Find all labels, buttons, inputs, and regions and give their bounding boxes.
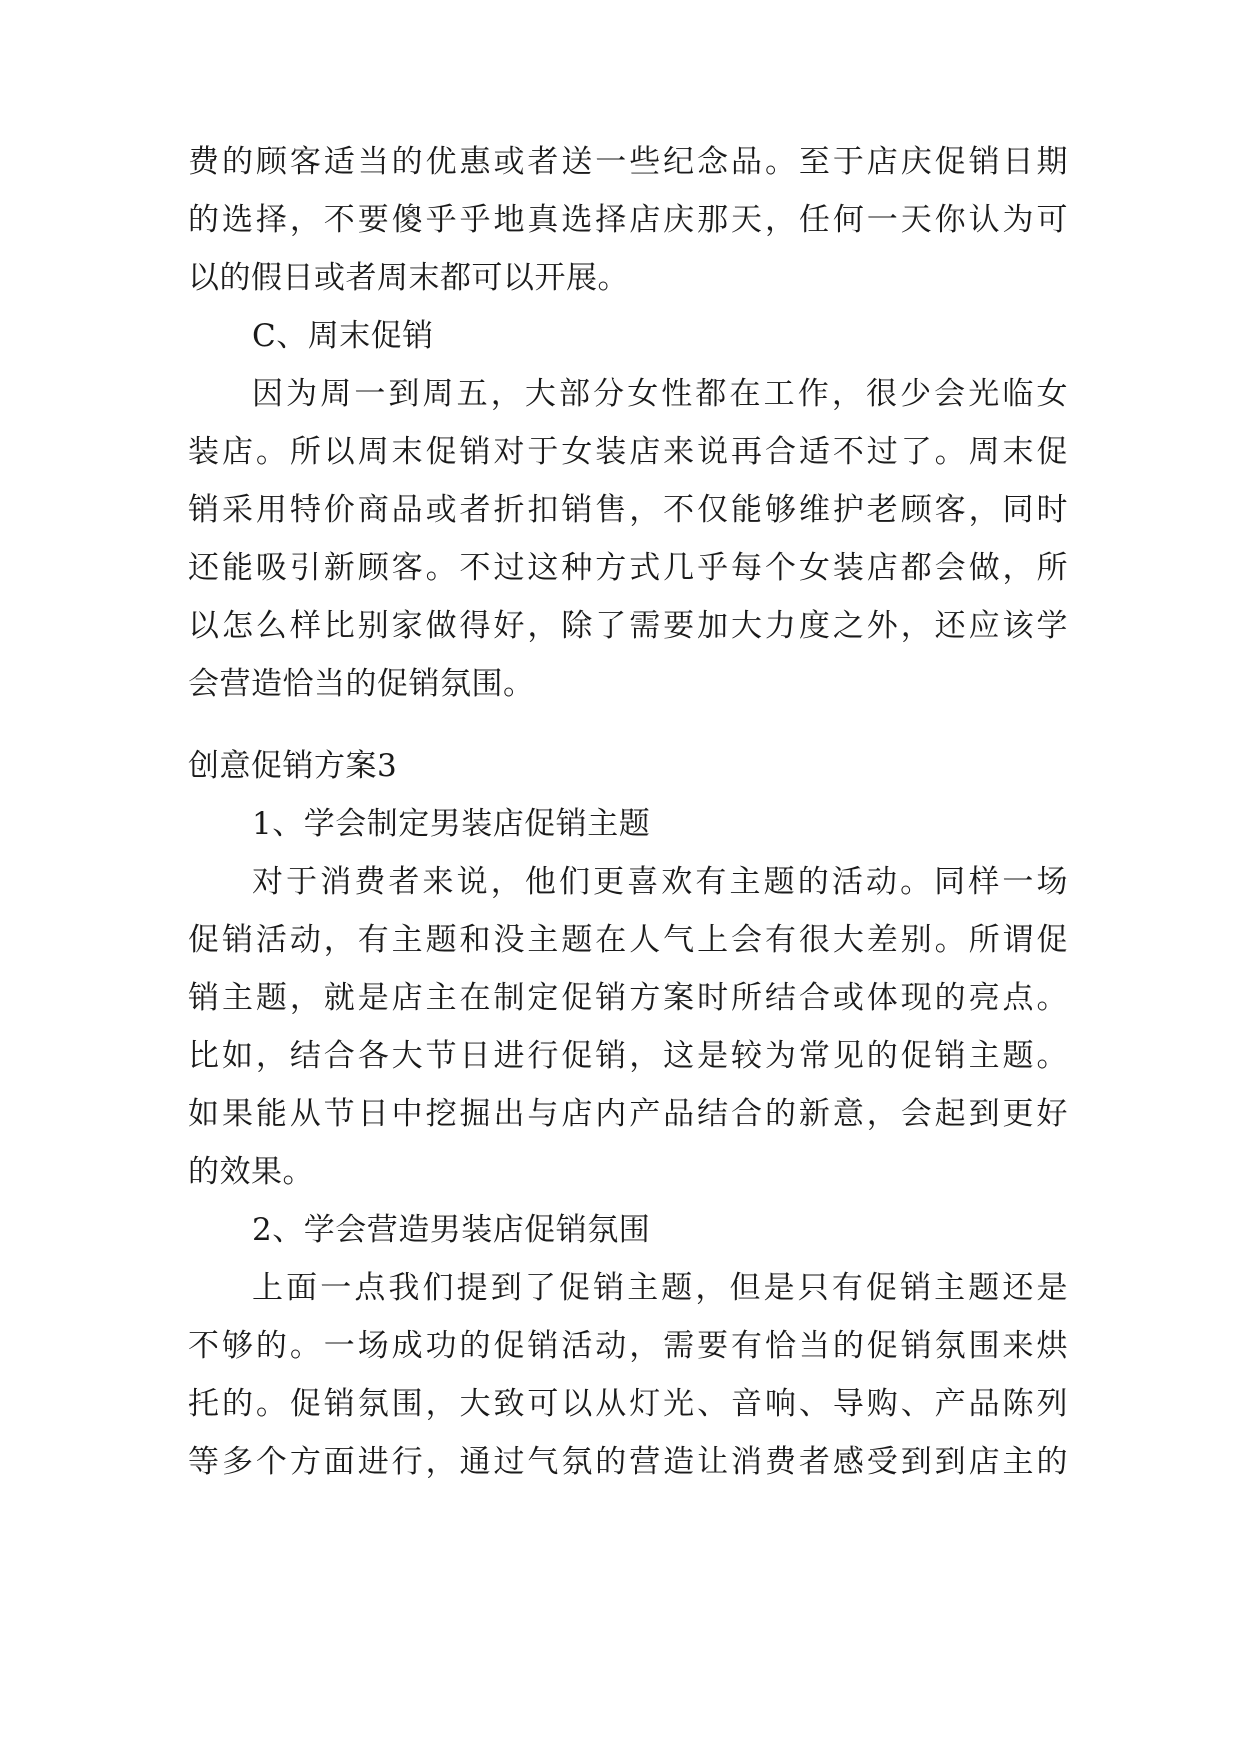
paragraph-line: 促销活动，有主题和没主题在人气上会有很大差别。所谓促 <box>188 922 1068 958</box>
paragraph-line: 等多个方面进行，通过气氛的营造让消费者感受到到店主的 <box>188 1444 1068 1480</box>
subheading: 1、学会制定男装店促销主题 <box>252 806 651 842</box>
paragraph-line: 不够的。一场成功的促销活动，需要有恰当的促销氛围来烘 <box>188 1328 1068 1364</box>
paragraph-line: 的选择，不要傻乎乎地真选择店庆那天，任何一天你认为可 <box>188 202 1068 238</box>
subheading: C、周末促销 <box>252 318 434 354</box>
section-title: 创意促销方案3 <box>188 748 398 784</box>
paragraph-line: 如果能从节日中挖掘出与店内产品结合的新意，会起到更好 <box>188 1096 1068 1132</box>
paragraph-line: 上面一点我们提到了促销主题，但是只有促销主题还是 <box>252 1270 1068 1306</box>
paragraph-line: 装店。所以周末促销对于女装店来说再合适不过了。周末促 <box>188 434 1068 470</box>
paragraph-line: 对于消费者来说，他们更喜欢有主题的活动。同样一场 <box>252 864 1068 900</box>
paragraph-line: 比如，结合各大节日进行促销，这是较为常见的促销主题。 <box>188 1038 1068 1074</box>
paragraph-line: 以的假日或者周末都可以开展。 <box>188 260 629 296</box>
paragraph-line: 的效果。 <box>188 1154 314 1190</box>
paragraph-line: 托的。促销氛围，大致可以从灯光、音响、导购、产品陈列 <box>188 1386 1068 1422</box>
subheading: 2、学会营造男装店促销氛围 <box>252 1212 651 1248</box>
paragraph-line: 会营造恰当的促销氛围。 <box>188 666 535 702</box>
paragraph-line: 费的顾客适当的优惠或者送一些纪念品。至于店庆促销日期 <box>188 144 1068 180</box>
paragraph-line: 还能吸引新顾客。不过这种方式几乎每个女装店都会做，所 <box>188 550 1068 586</box>
paragraph-line: 销采用特价商品或者折扣销售，不仅能够维护老顾客，同时 <box>188 492 1068 528</box>
paragraph-line: 销主题，就是店主在制定促销方案时所结合或体现的亮点。 <box>188 980 1068 1016</box>
paragraph-line: 以怎么样比别家做得好，除了需要加大力度之外，还应该学 <box>188 608 1068 644</box>
paragraph-line: 因为周一到周五，大部分女性都在工作，很少会光临女 <box>252 376 1068 412</box>
